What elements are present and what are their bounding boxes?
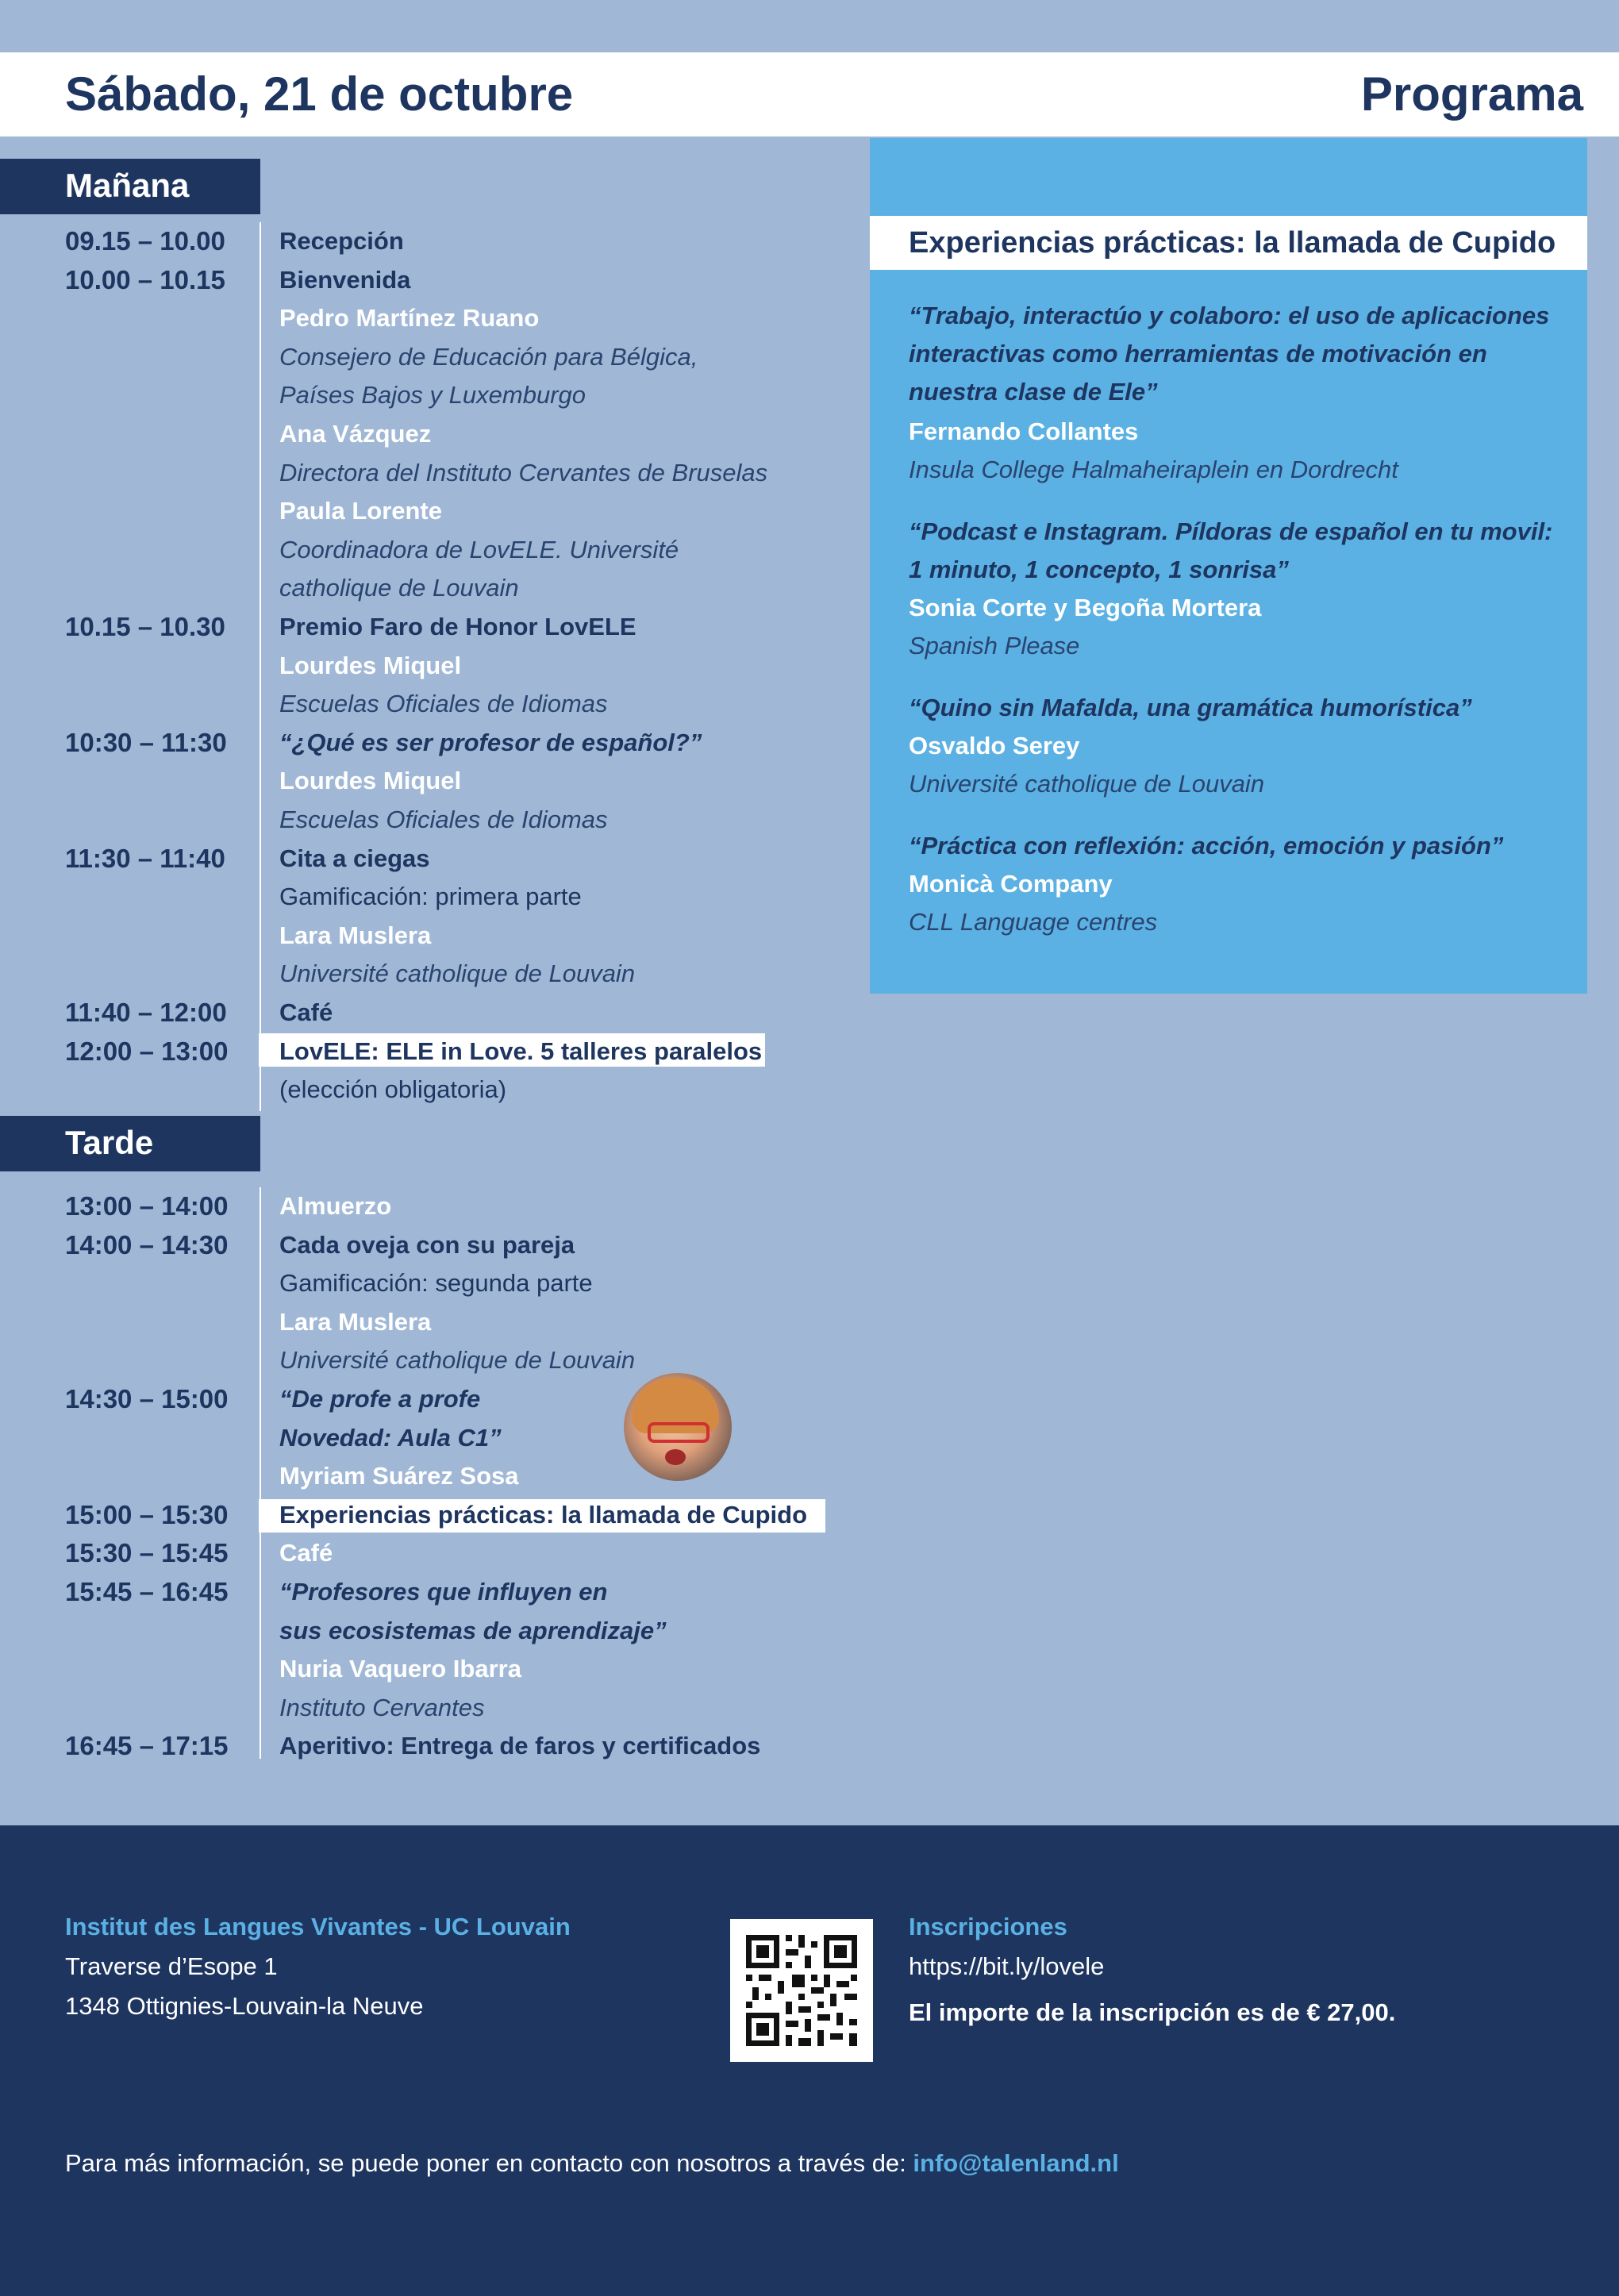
registration-title: Inscripciones	[909, 1913, 1067, 1940]
schedule-time: 13:00 – 14:00	[65, 1191, 229, 1221]
divider	[0, 1168, 260, 1171]
schedule-text: Gamificación: primera parte	[279, 883, 582, 911]
schedule-text: Nuria Vaquero Ibarra	[279, 1655, 521, 1683]
program-title: Programa	[1360, 67, 1583, 121]
schedule-text: “De profe a profe	[279, 1385, 481, 1413]
schedule-text: “¿Qué es ser profesor de español?”	[279, 728, 702, 756]
schedule-time: 11:30 – 11:40	[65, 843, 225, 873]
workshop-line: Insula College Halmaheiraplein en Dordrecht	[909, 456, 1398, 483]
schedule-text: Université catholique de Louvain	[279, 960, 636, 988]
contact-text: Para más información, se puede poner en contacto con nosotros a través de:	[65, 2149, 906, 2177]
schedule-time: 15:00 – 15:30	[65, 1499, 229, 1529]
divider	[0, 211, 260, 214]
schedule-text: catholique de Louvain	[279, 574, 519, 602]
schedule-text: Cada oveja con su pareja	[279, 1230, 575, 1259]
schedule-text: “Profesores que influyen en	[279, 1578, 608, 1606]
schedule-text: Myriam Suárez Sosa	[279, 1462, 519, 1490]
qr-code[interactable]	[730, 1919, 873, 2062]
schedule-text: Novedad: Aula C1”	[279, 1423, 502, 1452]
photo-glasses	[648, 1422, 710, 1443]
schedule-text: Países Bajos y Luxemburgo	[279, 381, 586, 410]
schedule-time: 14:00 – 14:30	[65, 1229, 229, 1260]
schedule-text: Almuerzo	[279, 1192, 392, 1220]
schedule-text: Aperitivo: Entrega de faros y certificados	[279, 1732, 761, 1760]
contact-email-link[interactable]: info@talenland.nl	[913, 2149, 1119, 2177]
workshop-line: 1 minuto, 1 concepto, 1 sonrisa”	[909, 556, 1289, 583]
schedule-text: Escuelas Oficiales de Idiomas	[279, 806, 608, 833]
schedule-text: Ana Vázquez	[279, 420, 432, 448]
schedule-text: Coordinadora de LovELE. Université	[279, 535, 679, 563]
schedule-text: Lara Muslera	[279, 1307, 432, 1336]
schedule-time: 16:45 – 17:15	[65, 1731, 229, 1761]
workshop-line: “Podcast e Instagram. Píldoras de español en tu movil:	[909, 517, 1553, 545]
workshop-line: Monicà Company	[909, 870, 1113, 898]
schedule-text: Experiencias prácticas: la llamada de Cupido	[279, 1500, 808, 1529]
workshop-line: CLL Language centres	[909, 908, 1158, 936]
workshop-line: Université catholique de Louvain	[909, 770, 1265, 798]
schedule-time: 14:30 – 15:00	[65, 1384, 229, 1413]
contact-line	[65, 2149, 1119, 2178]
workshops-title: Experiencias prácticas: la llamada de Cupido	[909, 226, 1556, 260]
workshop-line: Osvaldo Serey	[909, 732, 1080, 760]
schedule-time: 10:30 – 11:30	[65, 727, 227, 757]
registration-link[interactable]: https://bit.ly/lovele	[909, 1952, 1105, 1980]
workshop-line: interactivas como herramientas de motivación en	[909, 340, 1487, 367]
schedule-time: 12:00 – 13:00	[65, 1036, 229, 1066]
address-line: Traverse d’Esope 1	[65, 1952, 278, 1980]
schedule-text: Université catholique de Louvain	[279, 1346, 636, 1375]
schedule-text: Instituto Cervantes	[279, 1693, 485, 1721]
schedule-text: Lara Muslera	[279, 921, 432, 949]
workshop-line: nuestra clase de Ele”	[909, 378, 1158, 406]
workshop-line: Spanish Please	[909, 632, 1080, 660]
schedule-text: Gamificación: segunda parte	[279, 1269, 593, 1298]
workshop-line: “Práctica con reflexión: acción, emoción y pasión”	[909, 832, 1504, 860]
photo-mouth	[665, 1449, 686, 1465]
schedule-text: (elección obligatoria)	[279, 1075, 507, 1104]
schedule-text: Consejero de Educación para Bélgica,	[279, 342, 698, 371]
schedule-text: Directora del Instituto Cervantes de Bruselas	[279, 458, 768, 487]
speaker-photo	[624, 1373, 732, 1481]
divider	[260, 1187, 261, 1759]
workshop-line: Sonia Corte y Begoña Mortera	[909, 594, 1262, 621]
schedule-time: 15:30 – 15:45	[65, 1538, 229, 1568]
institute-name: Institut des Langues Vivantes - UC Louvain	[65, 1913, 571, 1940]
schedule-text: Premio Faro de Honor LovELE	[279, 613, 636, 640]
afternoon-label: Tarde	[0, 1116, 260, 1170]
schedule-time: 10.00 – 10.15	[65, 264, 225, 294]
page-title: Sábado, 21 de octubre	[65, 67, 574, 121]
schedule-time: 15:45 – 16:45	[65, 1577, 229, 1606]
qr-code-icon	[730, 1919, 873, 2062]
registration-fee: El importe de la inscripción es de € 27,00.	[909, 1998, 1396, 2026]
workshop-line: “Trabajo, interactúo y colaboro: el uso de aplicaciones	[909, 302, 1550, 329]
schedule-text: Cita a ciegas	[279, 844, 430, 872]
schedule-time: 10.15 – 10.30	[65, 612, 225, 641]
schedule-text: Recepción	[279, 227, 404, 255]
schedule-text: Pedro Martínez Ruano	[279, 304, 540, 333]
schedule-text: LovELE: ELE in Love. 5 talleres paralelos	[279, 1036, 763, 1065]
workshop-line: Fernando Collantes	[909, 417, 1139, 445]
schedule-text: Lourdes Miquel	[279, 651, 462, 679]
schedule-text: Escuelas Oficiales de Idiomas	[279, 690, 608, 718]
workshop-line: “Quino sin Mafalda, una gramática humorística”	[909, 694, 1472, 721]
divider	[260, 222, 261, 1111]
schedule-text: Paula Lorente	[279, 497, 442, 525]
address-line: 1348 Ottignies-Louvain-la Neuve	[65, 1992, 424, 2020]
schedule-time: 09.15 – 10.00	[65, 226, 225, 256]
morning-label: Mañana	[0, 159, 260, 213]
schedule-text: Café	[279, 1539, 333, 1567]
schedule-text: Café	[279, 998, 333, 1026]
schedule-time: 11:40 – 12:00	[65, 998, 227, 1027]
schedule-text: sus ecosistemas de aprendizaje”	[279, 1616, 667, 1644]
schedule-text: Bienvenida	[279, 265, 411, 294]
schedule-text: Lourdes Miquel	[279, 767, 462, 795]
